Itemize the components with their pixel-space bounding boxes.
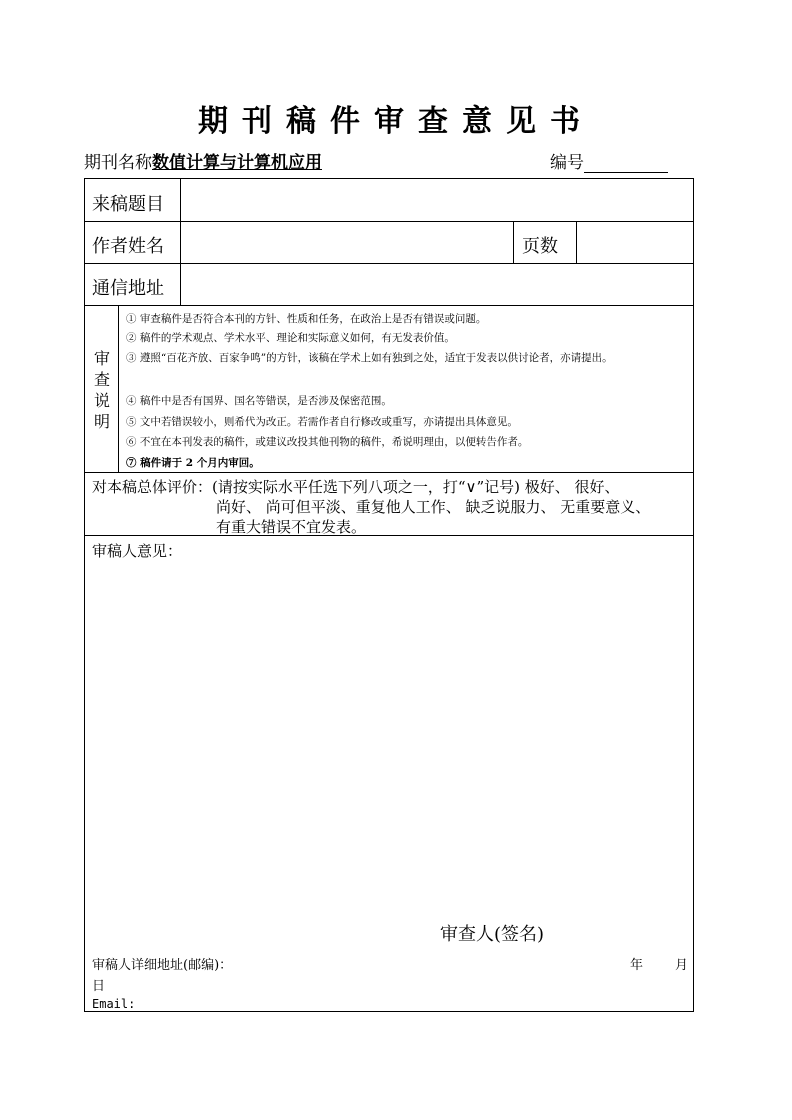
journal-name-value: 数值计算与计算机应用	[152, 153, 322, 173]
evaluation-line-3: 有重大错误不宜发表。	[216, 518, 367, 536]
year-label: 年	[630, 958, 644, 973]
column-divider	[180, 178, 181, 306]
manuscript-title-field[interactable]	[182, 180, 692, 220]
row-divider	[84, 263, 694, 264]
day-label: 日	[92, 979, 106, 994]
number-line	[550, 148, 668, 173]
number-field[interactable]	[584, 156, 668, 173]
reviewer-opinion-field[interactable]	[92, 562, 688, 912]
reviewer-opinion-label: 审稿人意见：	[92, 542, 183, 560]
email-label: Email:	[92, 997, 136, 1011]
page-title: 期刊稿件审查意见书	[198, 104, 594, 139]
author-name-field[interactable]	[182, 223, 511, 262]
column-divider	[118, 305, 119, 472]
evaluation-line-1: 对本稿总体评价：(请按实际水平任选下列八项之一，打“∨”记号) 极好、 很好、	[92, 478, 620, 496]
journal-name-label: 期刊名称	[84, 153, 152, 173]
review-notes-label-char: 查	[93, 370, 110, 389]
review-note-3: ③ 遵照“百花齐放、百家争鸣”的方针，该稿在学术上如有独到之处，适宜于发表以供讨论者，亦请提出。	[126, 352, 613, 364]
row-divider	[84, 221, 694, 222]
manuscript-title-label: 来稿题目	[92, 194, 164, 215]
pages-field[interactable]	[578, 223, 692, 262]
review-notes-label-char: 明	[93, 412, 110, 431]
column-divider	[576, 221, 577, 263]
row-divider	[84, 472, 694, 473]
reviewer-address-label: 审稿人详细地址(邮编)：	[92, 958, 233, 973]
row-divider	[84, 535, 694, 536]
author-name-label: 作者姓名	[92, 236, 164, 257]
address-field[interactable]	[182, 265, 692, 304]
review-note-1: ① 审查稿件是否符合本刊的方针、性质和任务，在政治上是否有错误或问题。	[126, 313, 487, 325]
review-notes-label-char: 审	[93, 349, 110, 368]
column-divider	[513, 221, 514, 263]
evaluation-line-2: 尚好、 尚可但平淡、重复他人工作、 缺乏说服力、 无重要意义、	[216, 498, 651, 516]
row-divider	[84, 305, 694, 306]
journal-name-line	[84, 148, 322, 173]
review-note-2: ② 稿件的学术观点、学术水平、理论和实际意义如何，有无发表价值。	[126, 332, 455, 344]
signature-label: 审查人(签名)	[440, 924, 545, 945]
review-notes-label	[92, 348, 112, 432]
review-note-4: ④ 稿件中是否有国界、国名等错误，是否涉及保密范围。	[126, 395, 392, 407]
review-note-6: ⑥ 不宜在本刊发表的稿件，或建议改投其他刊物的稿件，希说明理由，以便转告作者。	[126, 436, 529, 448]
address-label: 通信地址	[92, 278, 164, 299]
review-note-5: ⑤ 文中若错误较小，则希代为改正。若需作者自行修改或重写，亦请提出具体意见。	[126, 416, 518, 428]
month-label: 月	[675, 958, 689, 973]
pages-label: 页数	[522, 236, 558, 257]
number-label: 编号	[550, 153, 584, 173]
review-notes-label-char: 说	[93, 391, 110, 410]
review-note-7: ⑦ 稿件请于 2 个月内审回。	[126, 457, 260, 469]
